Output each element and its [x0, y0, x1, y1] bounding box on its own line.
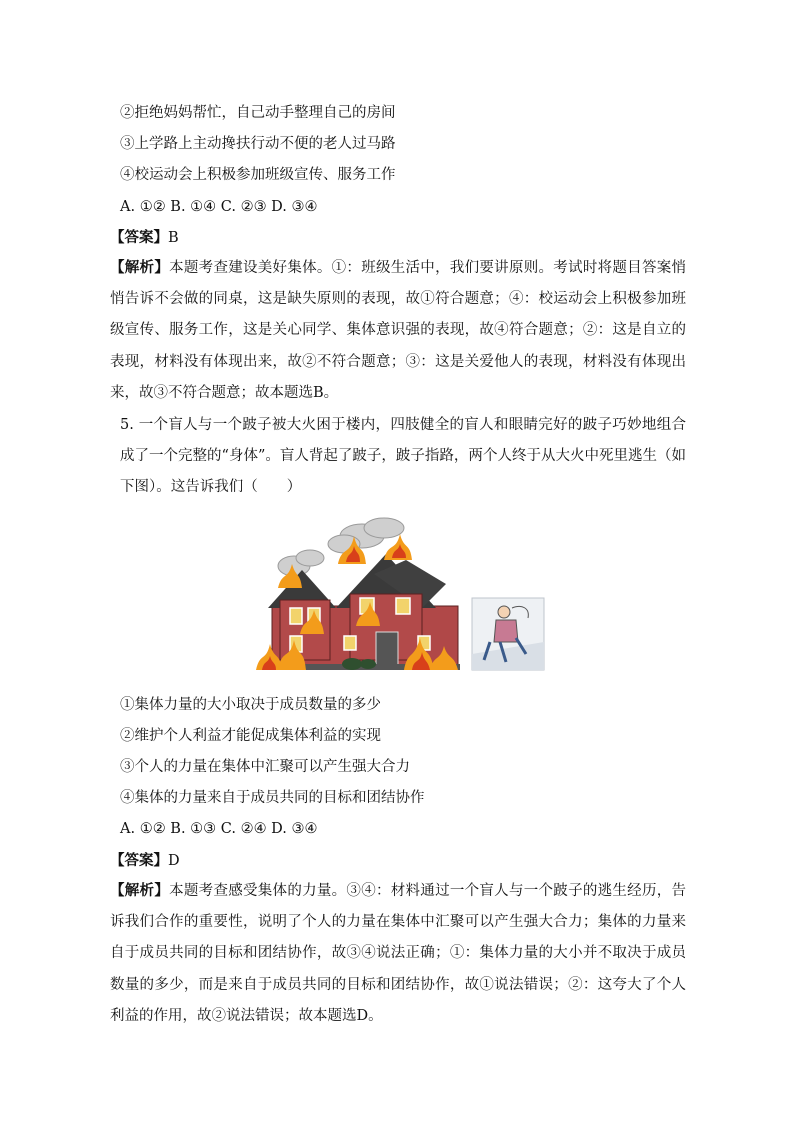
- answer-value: D: [168, 853, 180, 869]
- q5-answer: [110, 851, 180, 871]
- q5-option-1: ①集体力量的大小取决于成员数量的多少: [120, 697, 381, 713]
- q4-answer: [110, 228, 179, 248]
- analysis-tag: 【解析】: [110, 883, 170, 899]
- q4-option-3: ③上学路上主动搀扶行动不便的老人过马路: [120, 136, 396, 152]
- analysis-text: 本题考查感受集体的力量。③④：材料通过一个盲人与一个跛子的逃生经历，告诉我们合作的重要性，说明了个人的力量在集体中汇聚可以产生强大合力；集体的力量来自于成员共同的目标和团结协作，故③④说法正确；①：集体力量的大小并不取决于成员数量的多少，而是来自于成员共同的目标和团结协作，故①说法错误；②：这夸大了个人利益的作用，故②说法错误；故本题选D。: [110, 883, 687, 1024]
- fire-scene-image: [254, 514, 546, 674]
- q5-analysis: [110, 876, 686, 1032]
- q4-option-2: ②拒绝妈妈帮忙，自己动手整理自己的房间: [120, 105, 396, 121]
- answer-tag: 【答案】: [110, 230, 168, 246]
- q5-option-2: ②维护个人利益才能促成集体利益的实现: [120, 728, 381, 744]
- analysis-tag: 【解析】: [110, 260, 170, 276]
- burning-house-illustration: [254, 514, 546, 674]
- q4-choices: A. ①② B. ①④ C. ②③ D. ③④: [120, 199, 318, 215]
- q4-analysis: [110, 253, 686, 409]
- q5-option-3: ③个人的力量在集体中汇聚可以产生强大合力: [120, 759, 410, 775]
- answer-tag: 【答案】: [110, 853, 168, 869]
- q5-option-4: ④集体的力量来自于成员共同的目标和团结协作: [120, 790, 425, 806]
- analysis-text: 本题考查建设美好集体。①：班级生活中，我们要讲原则。考试时将题目答案悄悄告诉不会做的同桌，这是缺失原则的表现，故①符合题意；④：校运动会上积极参加班级宣传、服务工作，这是关心同学、集体意识强的表现，故④符合题意；②：这是自立的表现，材料没有体现出来，故②不符合题意；③：这是关爱他人的表现，材料没有体现出来，故③不符合题意；故本题选B。: [110, 260, 687, 401]
- q5-choices: A. ①② B. ①③ C. ②④ D. ③④: [120, 821, 318, 837]
- q5-stem: 5. 一个盲人与一个跛子被大火困于楼内，四肢健全的盲人和眼睛完好的跛子巧妙地组合成了一个完整的“身体”。盲人背起了跛子，跛子指路，两个人终于从大火中死里逃生（如下图）。这告诉我们（ ）: [120, 417, 686, 496]
- q4-option-4: ④校运动会上积极参加班级宣传、服务工作: [120, 167, 396, 183]
- answer-value: B: [168, 230, 179, 246]
